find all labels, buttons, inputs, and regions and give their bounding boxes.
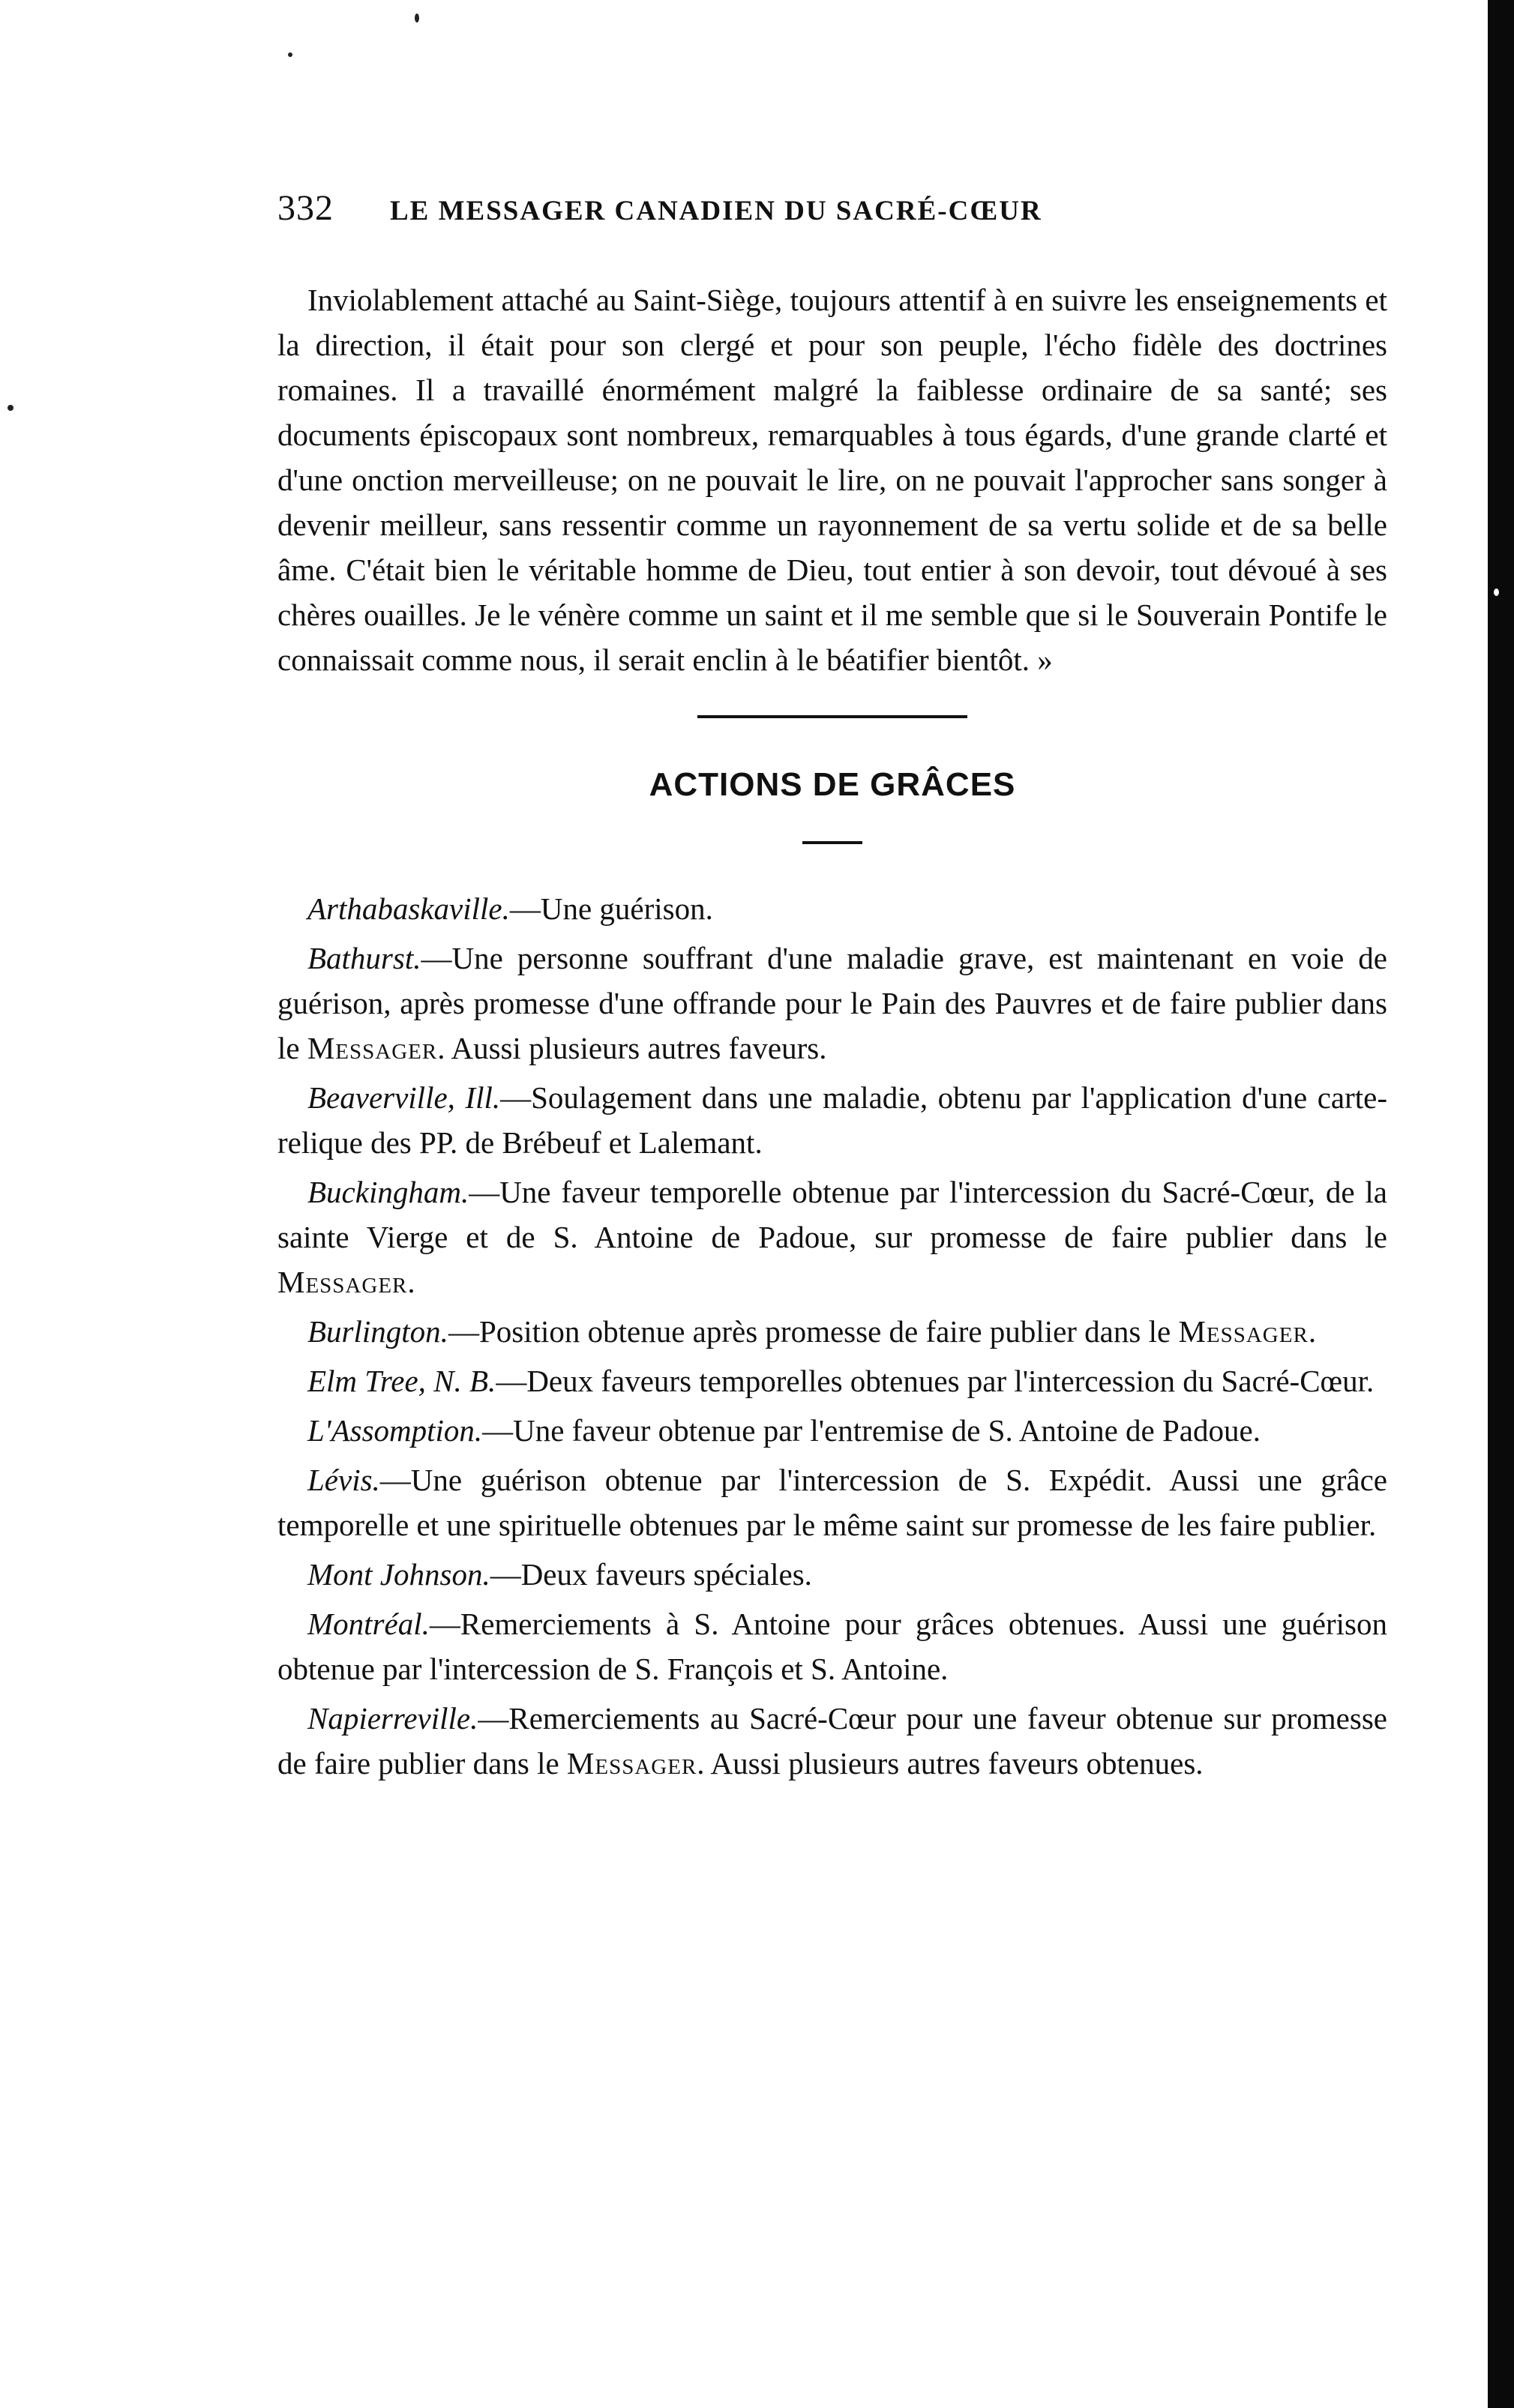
entry-text: —Soulagement dans une maladie, obtenu par l'application d'une carte-relique des PP. de Brébeuf et Lalemant. — [277, 1080, 1387, 1160]
entry-place: Beaverville, Ill. — [307, 1080, 501, 1115]
entry-text-end: . — [1308, 1314, 1317, 1349]
entry-text: —Une faveur temporelle obtenue par l'intercession du Sacré-Cœur, de la sainte Vierge et de S. Antoine de Padoue, sur promesse de faire publier dans le — [277, 1175, 1387, 1254]
thanksgiving-entry — [277, 1552, 1387, 1597]
entry-text: —Deux faveurs temporelles obtenues par l'intercession du Sacré-Cœur. — [496, 1364, 1375, 1398]
thanksgiving-entry — [277, 1309, 1387, 1354]
scan-speck — [7, 405, 13, 411]
thanksgiving-entry — [277, 886, 1387, 931]
entry-text-end: . Aussi plusieurs autres faveurs obtenues. — [697, 1746, 1204, 1781]
entry-place: Lévis. — [307, 1463, 380, 1497]
entry-place: L'Assomption. — [307, 1413, 483, 1448]
entry-place: Napierreville. — [307, 1701, 478, 1736]
heading-underline-rule — [802, 841, 862, 844]
entry-text-end: . Aussi plusieurs autres faveurs. — [437, 1031, 827, 1065]
entry-text: —Une guérison obtenue par l'intercession de S. Expédit. Aussi une grâce temporelle et une spirituelle obtenues par le même saint sur promesse de les faire publier. — [277, 1463, 1387, 1542]
entry-place: Burlington. — [307, 1314, 448, 1349]
messager-title: Messager — [307, 1031, 438, 1065]
entry-place: Buckingham. — [307, 1175, 469, 1209]
entry-text: —Deux faveurs spéciales. — [490, 1557, 812, 1592]
scan-edge-shadow — [1488, 0, 1514, 2408]
running-head — [277, 187, 1387, 247]
thanksgiving-entry — [277, 1358, 1387, 1403]
thanksgiving-entry — [277, 1696, 1387, 1786]
messager-title: Messager — [566, 1746, 697, 1781]
scan-speck — [1494, 589, 1499, 596]
thanksgiving-entry — [277, 1075, 1387, 1165]
intro-paragraph: Inviolablement attaché au Saint-Siège, toujours attentif à en suivre les enseignements et la direction, il était pour son clergé et pour son peuple, l'écho fidèle des doctrines romaines. Il a travaillé énormément malgré la faiblesse ordinaire de sa santé; ses documents épiscopaux sont nombreux, remarquables à tous égards, d'une grande clarté et d'une onction merveilleuse; on ne pouvait le lire, on ne pouvait l'approcher sans songer à devenir meilleur, sans ressentir comme un rayonnement de sa vertu solide et de sa belle âme. C'était bien le véritable homme de Dieu, tout entier à son devoir, tout dévoué à ses chères ouailles. Je le vénère comme un saint et il me semble que si le Souverain Pontife le connaissait comme nous, il serait enclin à le béatifier bientôt. » — [277, 283, 1387, 677]
entry-text: —Position obtenue après promesse de faire publier dans le — [448, 1314, 1179, 1349]
entry-place: Elm Tree, N. B. — [307, 1364, 496, 1398]
section-heading: ACTIONS DE GRÂCES — [649, 766, 1016, 803]
entry-text: —Remerciements au Sacré-Cœur pour une faveur obtenue sur promesse de faire publier dans le — [277, 1701, 1387, 1781]
book-page — [277, 187, 1387, 1790]
scan-speck — [288, 52, 292, 57]
thanksgiving-entry — [277, 1601, 1387, 1691]
section-divider-rule — [697, 715, 967, 718]
entry-place: Mont Johnson. — [307, 1557, 490, 1592]
entry-place: Arthabaskaville. — [307, 891, 510, 926]
entry-place: Bathurst. — [307, 941, 421, 975]
thanksgiving-entry — [277, 1408, 1387, 1453]
thanksgiving-entry — [277, 936, 1387, 1071]
running-title: LE MESSAGER CANADIEN DU SACRÉ-CŒUR — [390, 196, 1042, 226]
entry-text: —Une personne souffrant d'une maladie grave, est maintenant en voie de guérison, après promesse d'une offrande pour le Pain des Pauvres et de faire publier dans le — [277, 941, 1387, 1065]
thanksgiving-entry — [277, 1170, 1387, 1304]
messager-title: Messager — [1178, 1314, 1309, 1349]
page-number: 332 — [277, 188, 334, 228]
entry-text-end: . — [407, 1265, 415, 1299]
entry-text: —Une guérison. — [509, 891, 713, 926]
thanksgiving-entry — [277, 1457, 1387, 1547]
messager-title: Messager — [277, 1265, 408, 1299]
thanksgiving-list — [277, 886, 1387, 1786]
entry-text: —Remerciements à S. Antoine pour grâces obtenues. Aussi une guérison obtenue par l'intercession de S. François et S. Antoine. — [277, 1607, 1387, 1686]
scan-speck — [415, 13, 419, 22]
entry-text: —Une faveur obtenue par l'entremise de S. Antoine de Padoue. — [482, 1413, 1261, 1448]
entry-place: Montréal. — [307, 1607, 430, 1641]
